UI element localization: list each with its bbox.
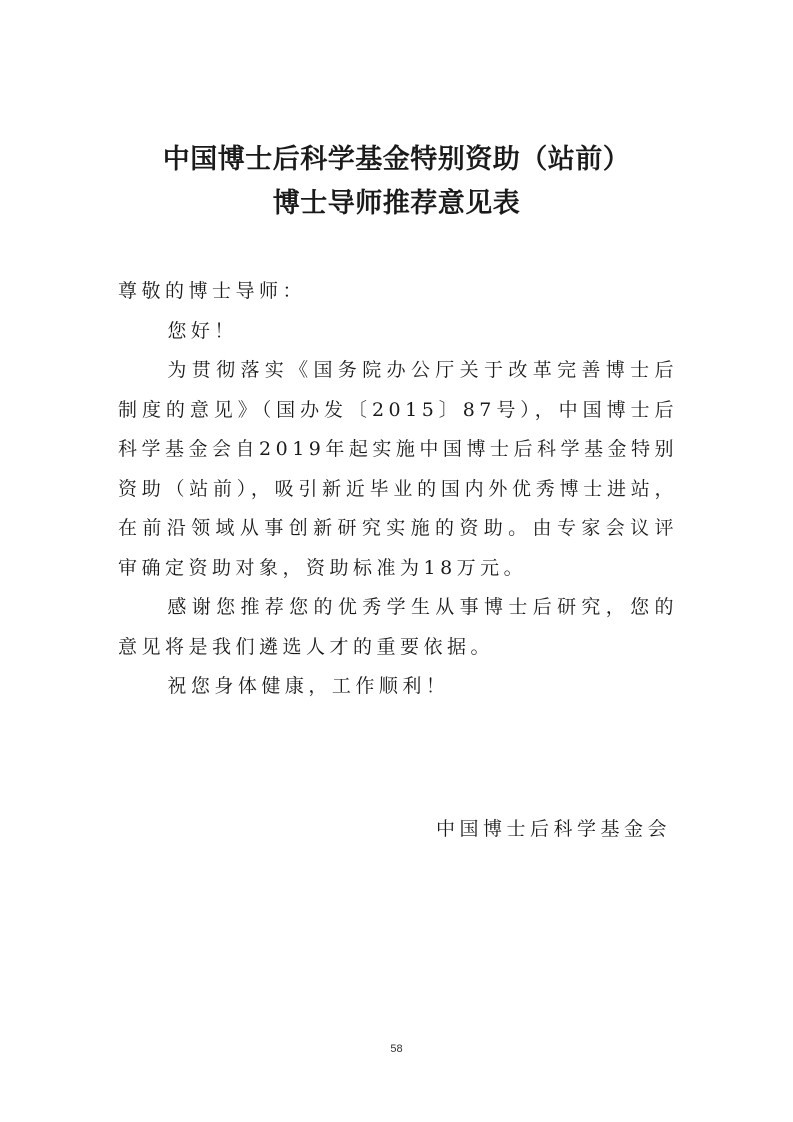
closing-wish: 祝您身体健康，工作顺利！ — [167, 675, 450, 697]
title-line-2: 博士导师推荐意见表 — [272, 188, 521, 219]
page-number: 58 — [390, 1043, 403, 1055]
title-line-1: 中国博士后科学基金特别资助（站前） — [162, 144, 631, 175]
paragraph-intro: 为贯彻落实《国务院办公厅关于改革完善博士后制度的意见》（国办发〔2015〕87号），中国博士后科学基金会自2019年起实施中国博士后科学基金特别资助（站前），吸引新近毕业的国内外优秀博士进站，在前沿领域从事创新研究实施的资助。由专家会议评审确定资助对象，资助标准为18万元。 — [118, 359, 678, 579]
signature: 中国博士后科学基金会 — [435, 818, 671, 840]
letter-body — [118, 272, 678, 707]
document-title — [0, 138, 793, 226]
greeting: 您好！ — [167, 319, 238, 342]
salutation: 尊敬的博士导师： — [118, 280, 307, 302]
paragraph-thanks: 感谢您推荐您的优秀学生从事博士后研究，您的意见将是我们遴选人才的重要依据。 — [118, 596, 678, 658]
